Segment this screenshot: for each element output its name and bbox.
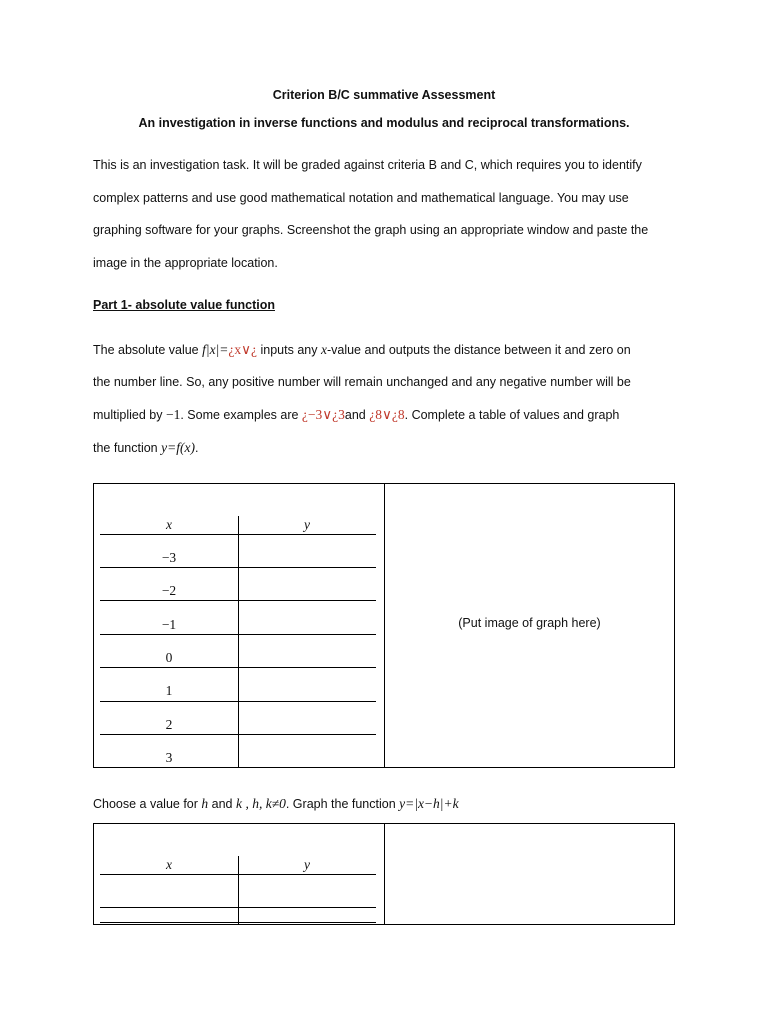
- table1-row-line: [100, 600, 376, 601]
- table1-row-line: [100, 634, 376, 635]
- table1-x-cell: 1: [165, 683, 173, 698]
- page-title: Criterion B/C summative Assessment: [272, 88, 496, 102]
- part1-line-1: The absolute value f|x|=¿x∨¿ inputs any x-value and outputs the distance between it and zero on: [93, 342, 631, 357]
- intro-line-2: complex patterns and use good mathematical notation and mathematical language. You may use: [93, 191, 629, 205]
- page-subtitle: An investigation in inverse functions and modulus and reciprocal transformations.: [138, 116, 630, 130]
- table1-row-line: [100, 734, 376, 735]
- table1-row-line: [100, 534, 376, 535]
- table1-x-cell: 2: [165, 717, 173, 732]
- table1-x-cell: 3: [165, 750, 173, 765]
- table2-row-line: [100, 922, 376, 923]
- table2-divider: [384, 823, 385, 925]
- intro-line-1: This is an investigation task. It will be graded against criteria B and C, which requires you to identify: [93, 158, 642, 172]
- table1-column-divider: [238, 516, 239, 768]
- choose-hk-line: Choose a value for h and k , h, k≠0. Graph the function y=|x−h|+k: [93, 796, 459, 811]
- graph-placeholder: (Put image of graph here): [458, 616, 601, 630]
- table1-row-line: [100, 567, 376, 568]
- table1-header-x: x: [166, 517, 172, 532]
- table2-header-y: y: [304, 857, 310, 872]
- intro-line-3: graphing software for your graphs. Screenshot the graph using an appropriate window and paste the: [93, 223, 649, 237]
- table2-row-line: [100, 907, 376, 908]
- intro-line-4: image in the appropriate location.: [93, 256, 278, 270]
- table2-row-line: [100, 874, 376, 875]
- table1-x-cell: −3: [161, 550, 177, 565]
- part1-line-2: the number line. So, any positive number will remain unchanged and any negative number will be: [93, 375, 631, 389]
- table1-x-cell: 0: [165, 650, 173, 665]
- table1-row-line: [100, 667, 376, 668]
- table1-x-cell: −1: [161, 617, 177, 632]
- table1-row-line: [100, 701, 376, 702]
- part1-heading: Part 1- absolute value function: [93, 298, 275, 312]
- part1-line-4: the function y=f(x).: [93, 440, 199, 455]
- table2-header-x: x: [166, 857, 172, 872]
- part1-line-3: multiplied by −1. Some examples are ¿−3∨¿3and ¿8∨¿8. Complete a table of values and graph: [93, 407, 620, 422]
- table1-header-y: y: [304, 517, 310, 532]
- table1-x-cell: −2: [161, 583, 177, 598]
